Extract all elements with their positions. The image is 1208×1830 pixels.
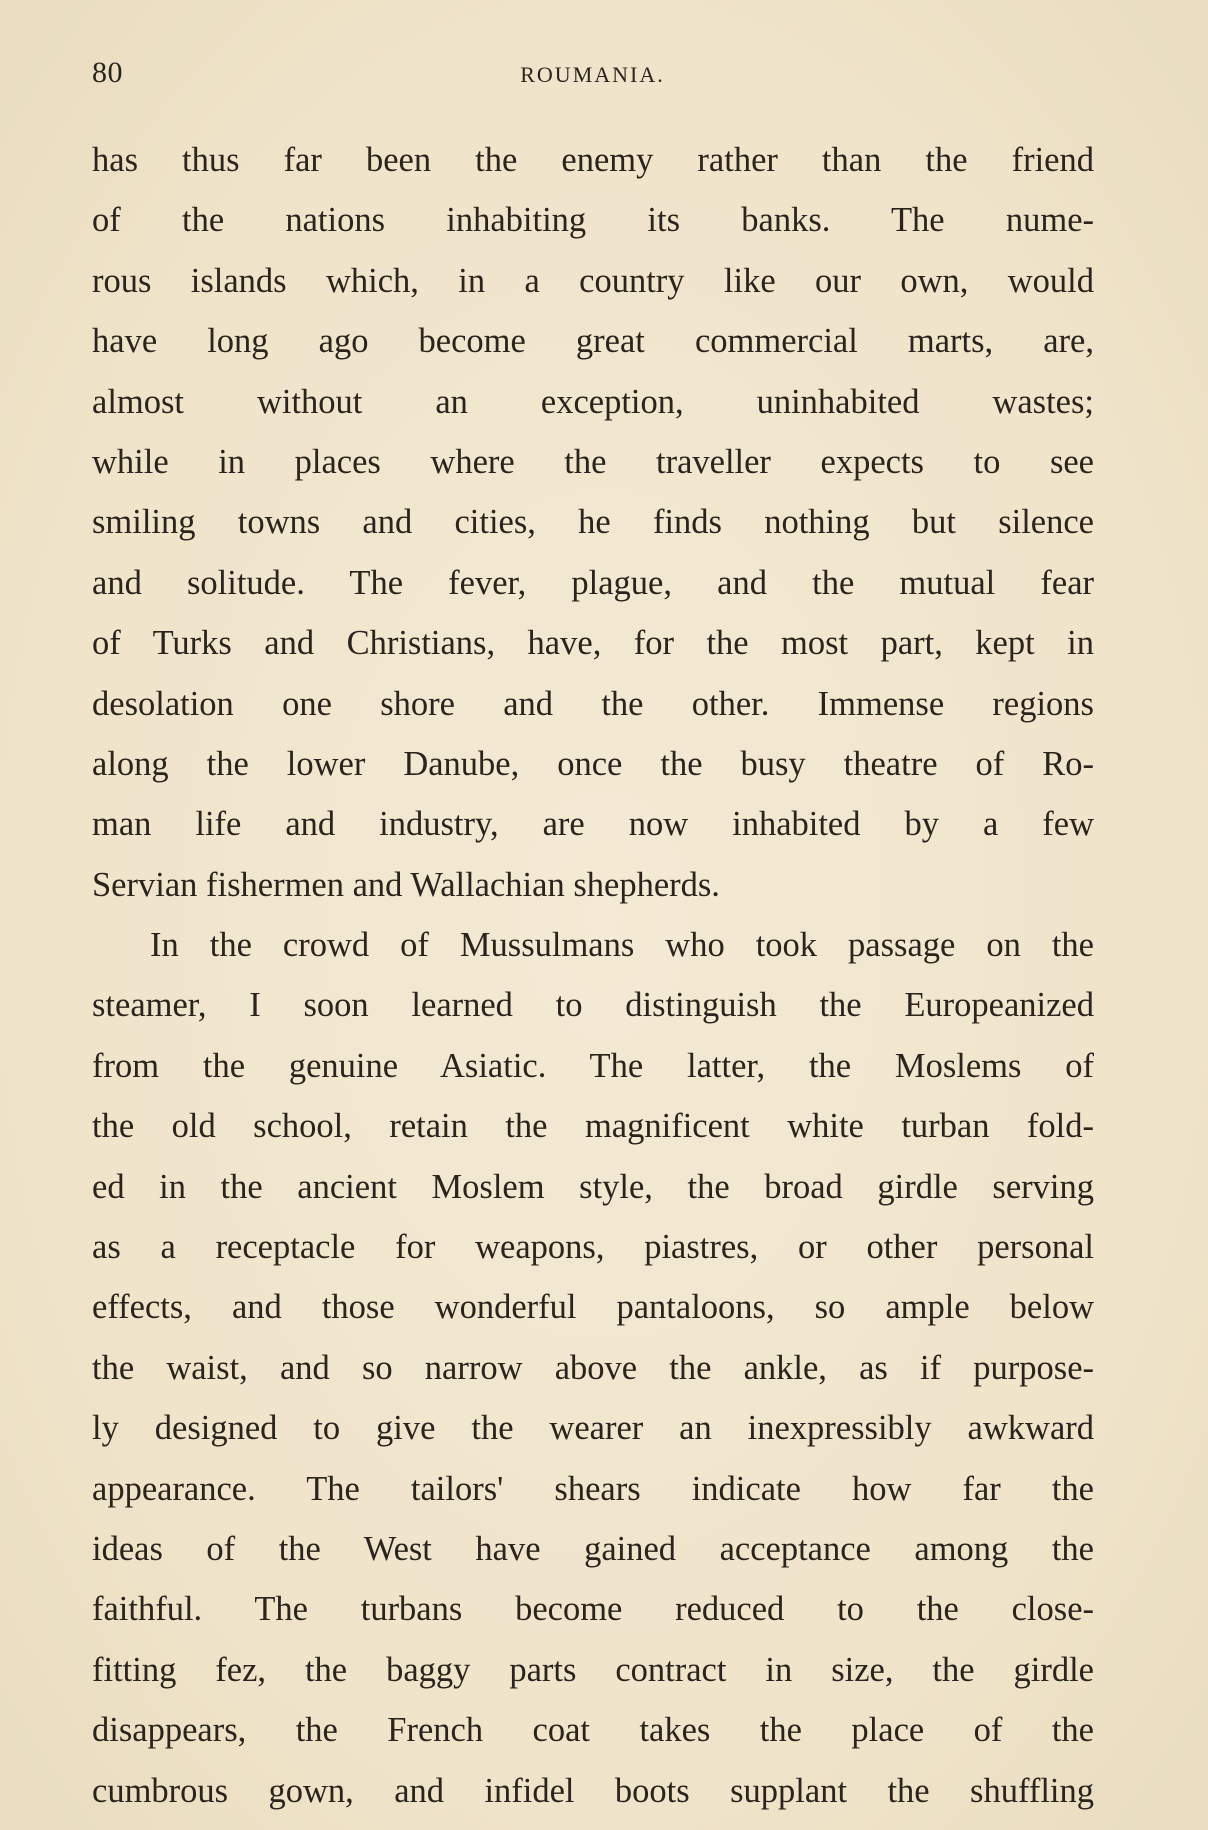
text-line: appearance. The tailors' shears indicate how far the	[92, 1469, 1094, 1508]
text-line: smiling towns and cities, he finds nothing but silence	[92, 503, 1094, 542]
text-line: man life and industry, are now inhabited by a few	[92, 805, 1094, 844]
text-line: cumbrous gown, and infidel boots supplant the shuffling	[92, 1771, 1094, 1810]
text-line: steamer, I soon learned to distinguish the Europeanized	[92, 986, 1094, 1025]
text-line: fitting fez, the baggy parts contract in size, the girdle	[92, 1650, 1094, 1689]
running-title: ROUMANIA.	[520, 62, 665, 87]
text-line: Servian fishermen and Wallachian shepherds.	[92, 865, 720, 904]
body-text	[92, 130, 1094, 1821]
text-line: faithful. The turbans become reduced to the close-	[92, 1590, 1094, 1629]
text-line: ly designed to give the wearer an inexpressibly awkward	[92, 1409, 1094, 1448]
text-line: In the crowd of Mussulmans who took passage on the	[150, 926, 1094, 965]
page-number: 80	[92, 56, 123, 89]
paragraph-1	[92, 130, 1094, 915]
text-line: ed in the ancient Moslem style, the broad girdle serving	[92, 1167, 1094, 1206]
text-line: the old school, retain the magnificent white turban fold-	[92, 1107, 1094, 1146]
text-line: have long ago become great commercial marts, are,	[92, 322, 1094, 361]
running-head	[92, 56, 1093, 96]
text-line: ideas of the West have gained acceptance among the	[92, 1529, 1094, 1568]
text-line: effects, and those wonderful pantaloons, so ample below	[92, 1288, 1094, 1327]
text-line: from the genuine Asiatic. The latter, the Moslems of	[92, 1046, 1094, 1085]
text-line: as a receptacle for weapons, piastres, or other personal	[92, 1228, 1094, 1267]
text-line: the waist, and so narrow above the ankle, as if purpose-	[92, 1348, 1094, 1387]
text-line: rous islands which, in a country like our own, would	[92, 261, 1094, 300]
paragraph-2	[92, 915, 1094, 1821]
text-line: while in places where the traveller expects to see	[92, 442, 1094, 481]
text-line: has thus far been the enemy rather than the friend	[92, 141, 1094, 179]
text-line: and solitude. The fever, plague, and the mutual fear	[92, 563, 1094, 602]
text-line: desolation one shore and the other. Immense regions	[92, 684, 1094, 723]
text-line: of Turks and Christians, have, for the most part, kept in	[92, 624, 1094, 663]
text-line: along the lower Danube, once the busy theatre of Ro-	[92, 744, 1094, 783]
text-line: disappears, the French coat takes the place of the	[92, 1711, 1094, 1750]
text-line: of the nations inhabiting its banks. The nume-	[92, 201, 1094, 240]
text-line: almost without an exception, uninhabited wastes;	[92, 382, 1094, 421]
